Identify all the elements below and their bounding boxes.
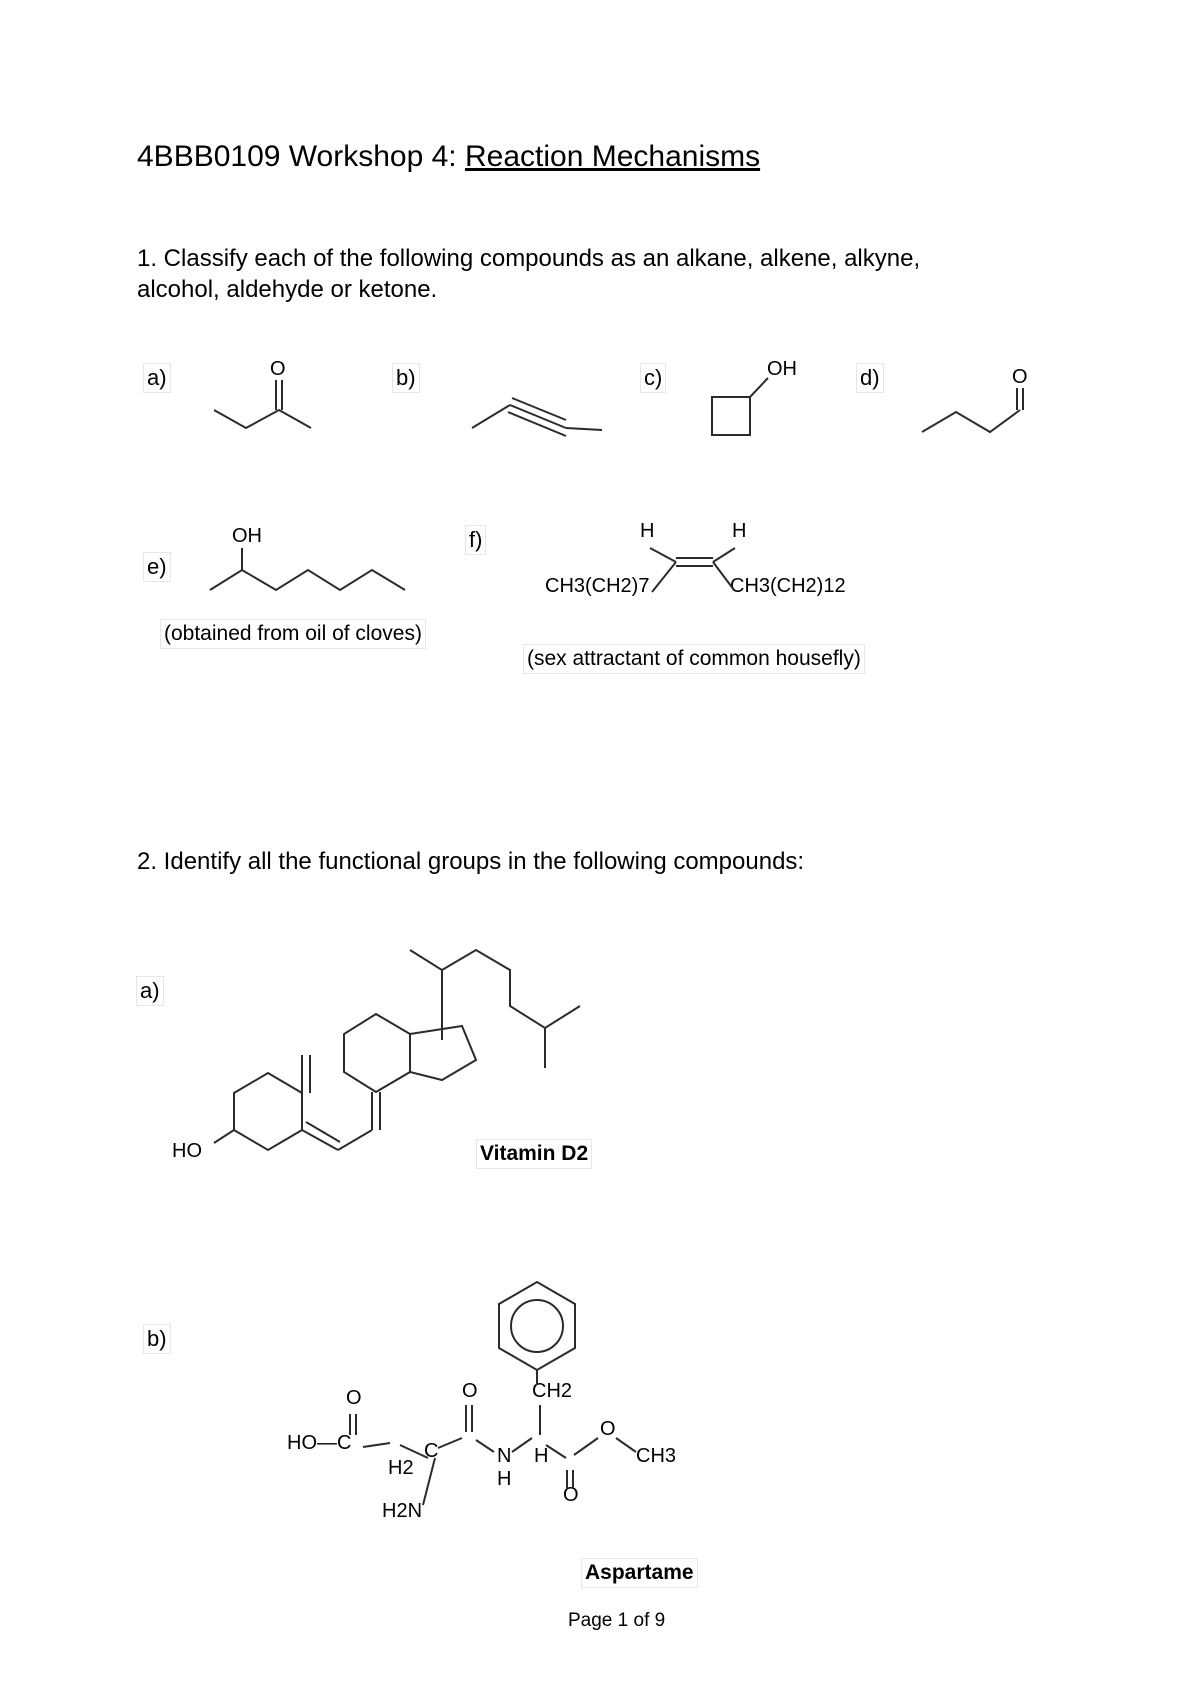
q1-label-f: f) bbox=[466, 526, 485, 554]
q2b-h-mid: H bbox=[534, 1445, 549, 1467]
q1d-oxygen: O bbox=[1012, 366, 1028, 388]
page-footer: Page 1 of 9 bbox=[568, 1610, 666, 1631]
q1a-oxygen: O bbox=[270, 358, 286, 380]
q2a-ho: HO bbox=[172, 1140, 202, 1162]
q2b-o3: O bbox=[563, 1484, 579, 1506]
title-underlined: Reaction Mechanisms bbox=[464, 140, 761, 173]
q1-label-c: c) bbox=[641, 364, 665, 392]
q1-label-a: a) bbox=[144, 364, 170, 392]
q2b-h-under-n: H bbox=[497, 1468, 512, 1490]
question1-line1: 1. Classify each of the following compounds as an alkane, alkene, alkyne, bbox=[137, 245, 921, 272]
q2b-nitrogen: N bbox=[497, 1445, 512, 1467]
question2-text: 2. Identify all the functional groups in the following compounds: bbox=[137, 848, 805, 875]
q1-label-d: d) bbox=[857, 364, 883, 392]
q1e-structure bbox=[210, 548, 405, 590]
q1f-caption: (sex attractant of common housefly) bbox=[524, 645, 864, 673]
q2b-carbon: C bbox=[424, 1440, 439, 1462]
q1d-structure bbox=[922, 388, 1023, 432]
q1e-hydroxyl: OH bbox=[232, 525, 262, 547]
q1f-structure bbox=[650, 548, 735, 592]
q1f-left-group: CH3(CH2)7 bbox=[545, 575, 650, 597]
q1b-structure bbox=[472, 398, 602, 436]
q2b-ho-c: HO—C bbox=[287, 1432, 352, 1454]
q1a-structure bbox=[214, 380, 311, 428]
q1c-structure bbox=[712, 378, 768, 435]
q2a-name: Vitamin D2 bbox=[477, 1140, 591, 1168]
q2b-o2: O bbox=[462, 1380, 478, 1402]
q1e-caption: (obtained from oil of cloves) bbox=[161, 620, 425, 648]
title-prefix: 4BBB0109 Workshop 4: bbox=[137, 140, 465, 173]
q1f-right-group: CH3(CH2)12 bbox=[730, 575, 846, 597]
q2b-h2n: H2N bbox=[382, 1500, 423, 1522]
q2-label-b: b) bbox=[144, 1325, 170, 1353]
q2b-h2: H2 bbox=[388, 1457, 414, 1479]
q2b-o1: O bbox=[346, 1387, 362, 1409]
q2b-o4: O bbox=[600, 1418, 616, 1440]
q1-label-b: b) bbox=[393, 364, 419, 392]
q2b-ch2: CH2 bbox=[532, 1380, 573, 1402]
q2a-structure bbox=[214, 950, 580, 1150]
q2b-name: Aspartame bbox=[582, 1559, 697, 1587]
q1f-h-right: H bbox=[732, 520, 747, 542]
q1f-h-left: H bbox=[640, 520, 655, 542]
q2b-structure bbox=[350, 1282, 636, 1505]
q2-label-a: a) bbox=[137, 977, 163, 1005]
q2b-ch3: CH3 bbox=[636, 1445, 677, 1467]
q1-label-e: e) bbox=[144, 553, 170, 581]
q1c-hydroxyl: OH bbox=[767, 358, 797, 380]
question1-line2: alcohol, aldehyde or ketone. bbox=[137, 276, 438, 303]
